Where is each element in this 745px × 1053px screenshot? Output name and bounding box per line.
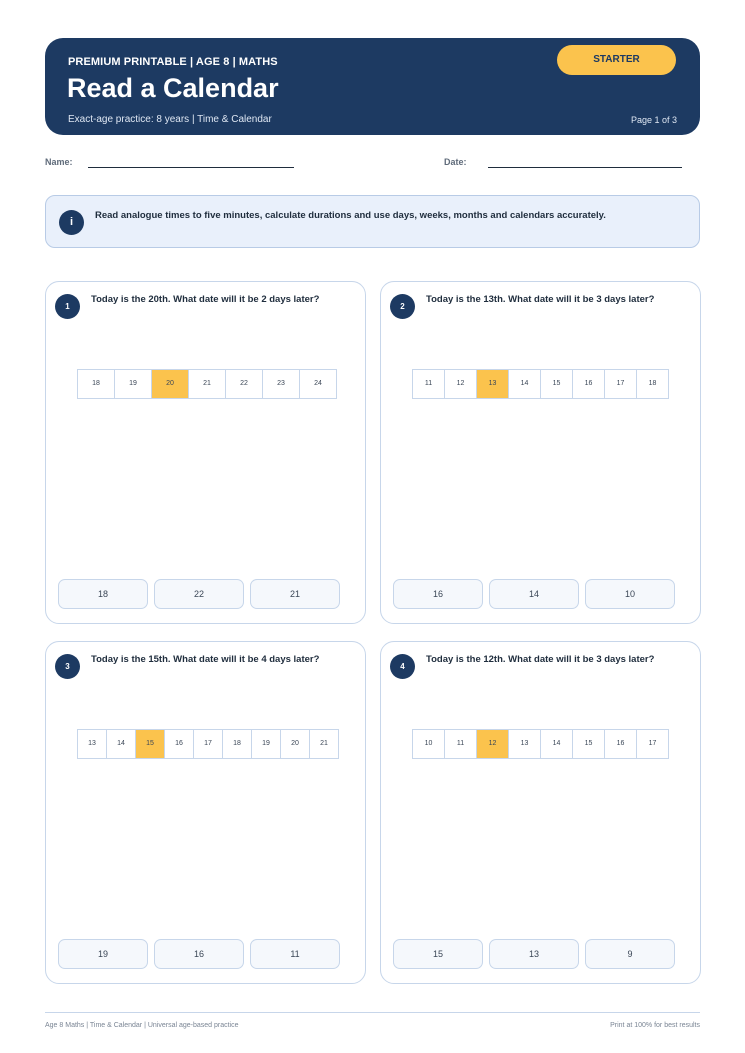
calendar-day: 16: [604, 729, 637, 759]
calendar-strip: [77, 369, 337, 399]
answer-option[interactable]: 13: [489, 939, 579, 969]
info-icon: i: [59, 210, 84, 235]
answer-option[interactable]: 9: [585, 939, 675, 969]
calendar-day: 21: [309, 729, 339, 759]
instructions-text: Read analogue times to five minutes, calculate durations and use days, weeks, months and calendars accurately.: [95, 210, 606, 221]
answer-option[interactable]: 18: [58, 579, 148, 609]
calendar-day: 13: [508, 729, 541, 759]
calendar-day: 12: [444, 369, 477, 399]
calendar-strip: [77, 729, 339, 759]
calendar-day: 24: [299, 369, 337, 399]
calendar-day: 19: [114, 369, 152, 399]
name-label: Name:: [45, 157, 73, 167]
date-label: Date:: [444, 157, 467, 167]
answer-options: [393, 579, 681, 609]
question-card: [380, 641, 701, 984]
calendar-day: 14: [540, 729, 573, 759]
header-subtitle: Exact-age practice: 8 years | Time & Calendar: [68, 114, 272, 125]
page-title: Read a Calendar: [67, 73, 279, 103]
question-text: Today is the 15th. What date will it be 4 days later?: [91, 654, 320, 665]
question-number: 1: [55, 294, 80, 319]
calendar-day: 14: [508, 369, 541, 399]
page-number: Page 1 of 3: [630, 115, 677, 125]
answer-options: [58, 579, 346, 609]
calendar-day: 20: [280, 729, 310, 759]
calendar-day: 15: [540, 369, 573, 399]
calendar-day: 16: [164, 729, 194, 759]
calendar-day-today: 15: [135, 729, 165, 759]
answer-option[interactable]: 19: [58, 939, 148, 969]
calendar-day: 19: [251, 729, 281, 759]
calendar-day: 18: [222, 729, 252, 759]
calendar-day: 23: [262, 369, 300, 399]
calendar-day-today: 12: [476, 729, 509, 759]
calendar-day: 22: [225, 369, 263, 399]
calendar-day: 18: [636, 369, 669, 399]
calendar-day: 11: [444, 729, 477, 759]
calendar-day: 17: [193, 729, 223, 759]
question-number: 2: [390, 294, 415, 319]
answer-option[interactable]: 21: [250, 579, 340, 609]
footer-left-text: Age 8 Maths | Time & Calendar | Universal age-based practice: [45, 1022, 239, 1029]
question-number: 4: [390, 654, 415, 679]
answer-options: [393, 939, 681, 969]
question-text: Today is the 12th. What date will it be 3 days later?: [426, 654, 655, 665]
question-text: Today is the 13th. What date will it be 3 days later?: [426, 294, 655, 305]
footer-right-text: Print at 100% for best results: [610, 1022, 700, 1029]
calendar-day: 18: [77, 369, 115, 399]
answer-option[interactable]: 14: [489, 579, 579, 609]
question-number: 3: [55, 654, 80, 679]
answer-options: [58, 939, 346, 969]
answer-option[interactable]: 22: [154, 579, 244, 609]
calendar-day: 17: [636, 729, 669, 759]
answer-option[interactable]: 11: [250, 939, 340, 969]
question-card: [45, 641, 366, 984]
calendar-day: 13: [77, 729, 107, 759]
calendar-strip: [412, 369, 669, 399]
header-banner: [45, 38, 700, 135]
calendar-day: 11: [412, 369, 445, 399]
calendar-day-today: 20: [151, 369, 189, 399]
calendar-day: 21: [188, 369, 226, 399]
answer-option[interactable]: 15: [393, 939, 483, 969]
calendar-day: 16: [572, 369, 605, 399]
calendar-strip: [412, 729, 669, 759]
name-field[interactable]: [88, 167, 294, 168]
question-card: [380, 281, 701, 624]
calendar-day: 14: [106, 729, 136, 759]
instructions-box: [45, 195, 700, 248]
calendar-day: 10: [412, 729, 445, 759]
question-card: [45, 281, 366, 624]
answer-option[interactable]: 16: [154, 939, 244, 969]
calendar-day-today: 13: [476, 369, 509, 399]
header-kicker: PREMIUM PRINTABLE | AGE 8 | MATHS: [68, 56, 278, 68]
question-text: Today is the 20th. What date will it be 2 days later?: [91, 294, 320, 305]
date-field[interactable]: [488, 167, 682, 168]
answer-option[interactable]: 16: [393, 579, 483, 609]
calendar-day: 15: [572, 729, 605, 759]
calendar-day: 17: [604, 369, 637, 399]
footer-divider: [45, 1012, 700, 1013]
answer-option[interactable]: 10: [585, 579, 675, 609]
level-badge: STARTER: [557, 45, 676, 75]
